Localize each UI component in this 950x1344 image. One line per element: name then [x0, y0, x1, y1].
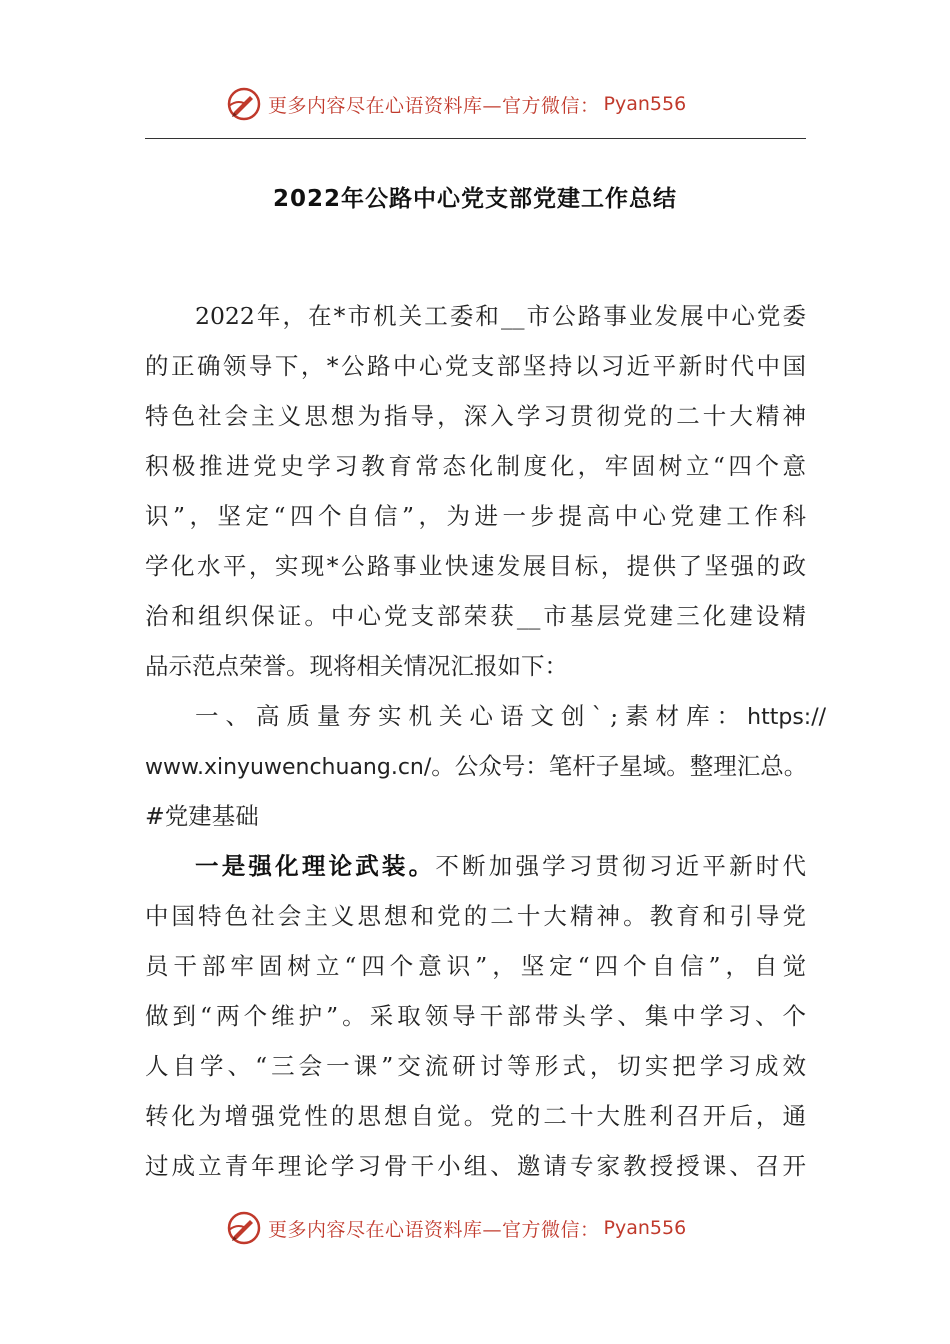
url-line	[145, 750, 806, 784]
header-divider	[145, 138, 806, 139]
paragraph-line: 治和组织保证。中心党支部荣获__市基层党建三化建设精	[145, 602, 806, 630]
section-heading-line	[195, 700, 827, 734]
bold-lead: 一是强化理论武装。	[195, 852, 436, 880]
url-link[interactable]: www.xinyuwenchuang.cn/	[145, 755, 432, 780]
url-suffix: 。公众号：笔杆子星域。整理汇总。	[431, 752, 808, 780]
paragraph-line: 的正确领导下，*公路中心党支部坚持以习近平新时代中国	[145, 352, 806, 380]
banner-wechat-id: Pyan556	[603, 1217, 687, 1239]
paragraph-line: 识”，坚定“四个自信”，为进一步提高中心党建工作科	[145, 502, 806, 530]
paragraph-line: 过成立青年理论学习骨干小组、邀请专家教授授课、召开	[145, 1152, 806, 1180]
banner-text: 更多内容尽在心语资料库—官方微信：	[268, 94, 600, 117]
url-prefix: https://	[747, 705, 827, 730]
paragraph-line: 特色社会主义思想为指导，深入学习贯彻党的二十大精神	[145, 402, 806, 430]
paragraph-line: 中国特色社会主义思想和党的二十大精神。教育和引导党	[145, 902, 806, 930]
section-tag: #党建基础	[145, 802, 259, 830]
line-rest: 不断加强学习贯彻习近平新时代	[435, 852, 807, 880]
paragraph-line	[195, 850, 806, 882]
section-heading-text: 一、高质量夯实机关心语文创`;素材库：	[195, 702, 748, 730]
paragraph-line: 人自学、“三会一课”交流研讨等形式，切实把学习成效	[145, 1052, 806, 1080]
header-banner	[0, 84, 950, 124]
footer-banner	[0, 1208, 950, 1248]
document-title: 2022年公路中心党支部党建工作总结	[272, 186, 677, 212]
paragraph-line: 员干部牢固树立“四个意识”，坚定“四个自信”，自觉	[145, 952, 806, 980]
banner-text: 更多内容尽在心语资料库—官方微信：	[268, 1218, 600, 1241]
paragraph-line: 学化水平，实现*公路事业快速发展目标，提供了坚强的政	[145, 552, 806, 580]
paragraph-line: 2022年，在*市机关工委和__市公路事业发展中心党委	[195, 302, 806, 330]
pen-circle-icon	[226, 86, 262, 122]
pen-circle-icon	[226, 1210, 262, 1246]
paragraph-line: 品示范点荣誉。现将相关情况汇报如下：	[145, 652, 568, 680]
paragraph-line: 转化为增强党性的思想自觉。党的二十大胜利召开后，通	[145, 1102, 806, 1130]
banner-wechat-id: Pyan556	[603, 93, 687, 115]
paragraph-line: 积极推进党史学习教育常态化制度化，牢固树立“四个意	[145, 452, 806, 480]
paragraph-line: 做到“两个维护”。采取领导干部带头学、集中学习、个	[145, 1002, 806, 1030]
